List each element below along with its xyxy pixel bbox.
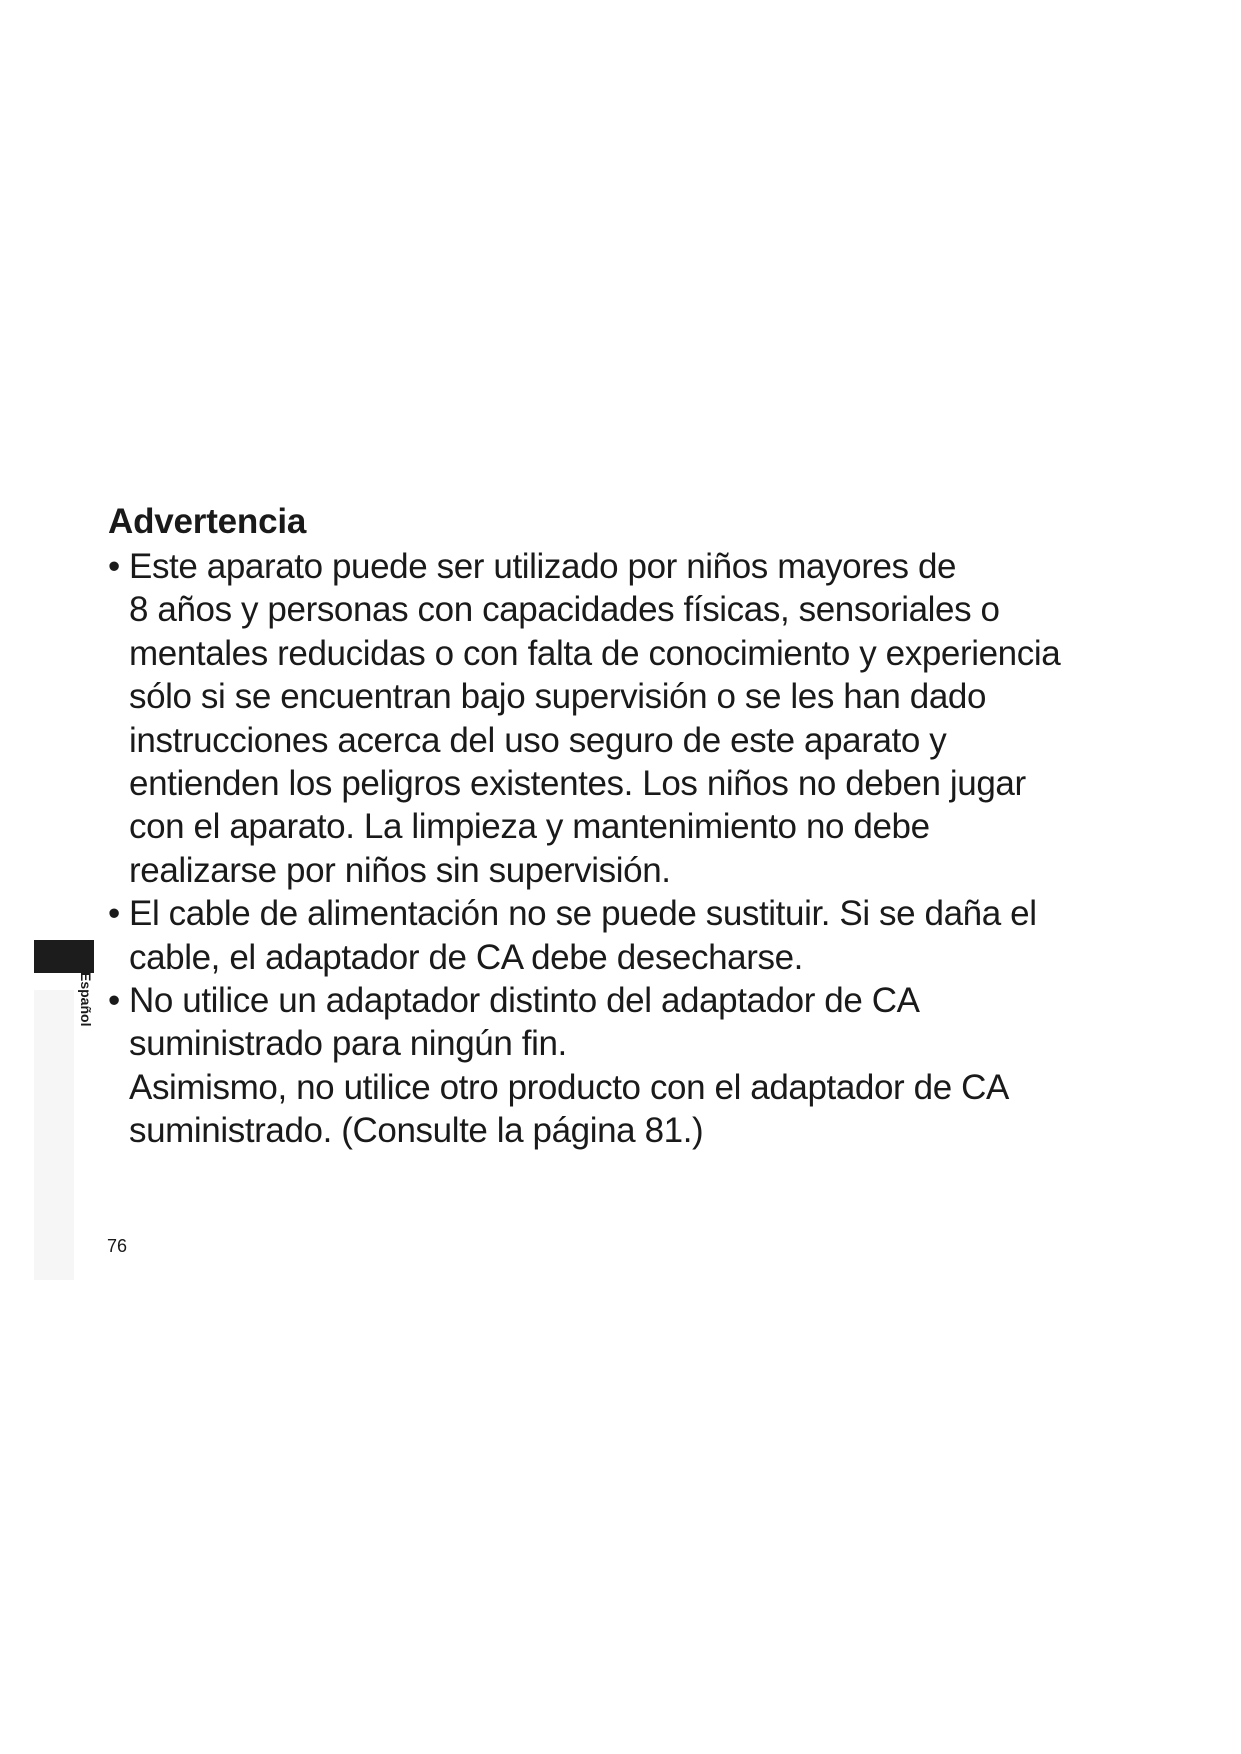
warning-heading: Advertencia bbox=[108, 502, 307, 541]
side-margin-shade bbox=[34, 990, 74, 1280]
text-line: 8 años y personas con capacidades físicas, sensoriales o bbox=[129, 590, 1000, 630]
text-line: mentales reducidas o con falta de conocimiento y experiencia bbox=[129, 633, 1061, 673]
warning-section bbox=[108, 499, 1148, 1153]
text-line: instrucciones acerca del uso seguro de este aparato y bbox=[129, 720, 947, 760]
text-line: con el aparato. La limpieza y mantenimiento no debe bbox=[129, 807, 930, 847]
text-line: suministrado. (Consulte la página 81.) bbox=[129, 1111, 704, 1151]
text-line: cable, el adaptador de CA debe desecharse. bbox=[129, 937, 803, 977]
language-tab bbox=[68, 972, 104, 1032]
text-line: sólo si se encuentran bajo supervisión o se les han dado bbox=[129, 677, 987, 717]
text-line: El cable de alimentación no se puede sustituir. Si se daña el bbox=[129, 894, 1037, 934]
text-line: suministrado para ningún fin. bbox=[129, 1024, 567, 1064]
text-line: realizarse por niños sin supervisión. bbox=[129, 850, 671, 890]
language-tab-marker bbox=[34, 940, 94, 973]
bullet-icon: • bbox=[108, 894, 120, 934]
warning-item-ac-adaptor bbox=[108, 979, 1148, 1153]
bullet-icon: • bbox=[108, 547, 120, 586]
warning-item-children bbox=[108, 545, 1148, 892]
text-line: Este aparato puede ser utilizado por niños mayores de bbox=[129, 547, 957, 586]
text-line: Asimismo, no utilice otro producto con el adaptador de CA bbox=[129, 1067, 1009, 1107]
warning-item-power-cable bbox=[108, 892, 1148, 979]
language-tab-label: Español bbox=[78, 972, 94, 1027]
bullet-icon: • bbox=[108, 981, 120, 1021]
page-number: 76 bbox=[107, 1236, 128, 1256]
warning-list bbox=[108, 545, 1148, 1153]
text-line: entienden los peligros existentes. Los niños no deben jugar bbox=[129, 764, 1026, 804]
text-line: No utilice un adaptador distinto del adaptador de CA bbox=[129, 981, 920, 1021]
